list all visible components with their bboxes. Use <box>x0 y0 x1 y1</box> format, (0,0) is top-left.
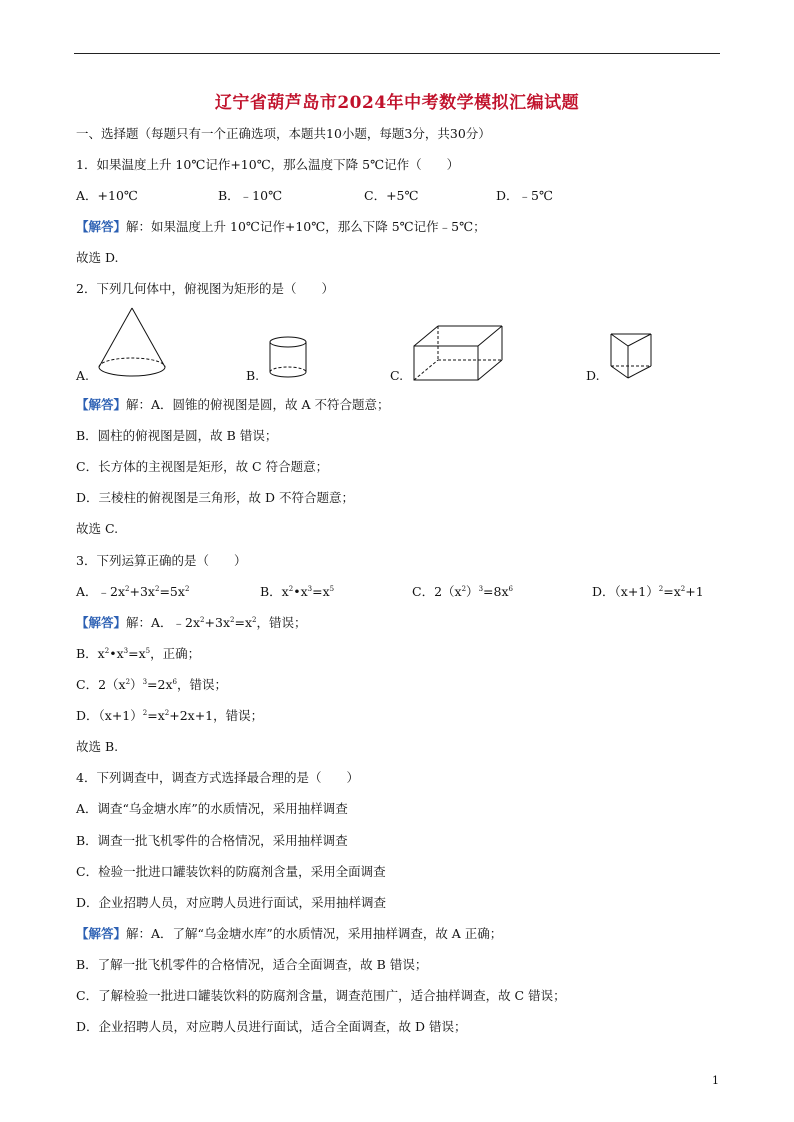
answer-tag: 【解答】 <box>76 219 127 234</box>
q4-option-c: C．检验一批进口罐装饮料的防腐剂含量，采用全面调查 <box>76 864 386 879</box>
q3-option-a: A．$﹣2x^2+3x^2=5x^2$ <box>76 584 190 599</box>
q3-answer: 【解答】解：A．$﹣2x^2+3x^2=x^2$，错误； <box>76 615 307 630</box>
section-heading: 一、选择题（每题只有一个正确选项，本题共10小题，每题3分，共30分） <box>76 126 491 141</box>
q3-answer-line-c: C．$2(x^2)^3=2x^6$，错误； <box>76 677 227 692</box>
page-number: 1 <box>712 1074 719 1087</box>
q4-option-b: B．调查一批飞机零件的合格情况，采用抽样调查 <box>76 833 348 848</box>
answer-tag: 【解答】 <box>76 926 127 941</box>
q4-answer-line-b: B．了解一批飞机零件的合格情况，适合全面调查，故 B 错误； <box>76 957 428 972</box>
header-rule <box>74 53 720 54</box>
q1-stem: 1．如果温度上升 10℃记作+10℃，那么温度下降 5℃记作（ ） <box>76 157 460 172</box>
q3-option-b: B．$x^2•x^3=x^5$ <box>260 584 335 599</box>
cuboid-figure <box>410 322 506 384</box>
page-title: 辽宁省葫芦岛市2024年中考数学模拟汇编试题 <box>214 93 580 113</box>
q2-option-c: C. <box>390 368 404 383</box>
q1-option-a: A．+10℃ <box>76 188 138 203</box>
cylinder-figure <box>266 334 310 382</box>
q3-answer-line-d: D．$(x+1)^2=x^2+2x+1$，错误； <box>76 708 264 723</box>
q1-answer <box>76 219 486 235</box>
q2-answer-line-d: D．三棱柱的俯视图是三角形，故 D 不符合题意； <box>76 490 354 505</box>
answer-tag: 【解答】 <box>76 397 127 412</box>
q1-option-b: B．﹣10℃ <box>218 188 283 203</box>
q2-answer-line-c: C．长方体的主视图是矩形，故 C 符合题意； <box>76 459 329 474</box>
q3-answer-line-b: B．$x^2•x^3=x^5$，正确； <box>76 646 201 661</box>
q3-option-d: D．$(x+1)^2=x^2+1$ <box>592 584 704 599</box>
q2-answer <box>76 397 390 413</box>
q2-option-a: A. <box>76 368 90 383</box>
q2-answer-line-b: B．圆柱的俯视图是圆，故 B 错误； <box>76 428 278 443</box>
q4-stem: 4．下列调查中，调查方式选择最合理的是（ ） <box>76 770 359 785</box>
q3-conclusion: 故选 B. <box>76 739 119 754</box>
q4-option-a: A．调查“乌金塘水库”的水质情况，采用抽样调查 <box>76 801 348 816</box>
q4-option-d: D．企业招聘人员，对应聘人员进行面试，采用抽样调查 <box>76 895 387 910</box>
q3-option-c: C．$2(x^2)^3=8x^6$ <box>412 584 513 599</box>
q4-answer-line-c: C．了解检验一批进口罐装饮料的防腐剂含量，调查范围广，适合抽样调查，故 C 错误； <box>76 988 566 1003</box>
q2-stem: 2．下列几何体中，俯视图为矩形的是（ ） <box>76 281 334 296</box>
triangular-prism-figure <box>606 330 656 382</box>
q1-option-c: C．+5℃ <box>364 188 419 203</box>
q2-answer-text: 解：A．圆锥的俯视图是圆，故 A 不符合题意； <box>126 397 390 412</box>
q4-answer <box>76 926 502 942</box>
q2-conclusion: 故选 C. <box>76 521 119 536</box>
q2-option-b: B. <box>246 368 260 383</box>
q4-answer-line-d: D．企业招聘人员，对应聘人员进行面试，适合全面调查，故 D 错误； <box>76 1019 467 1034</box>
q1-conclusion: 故选 D. <box>76 250 119 265</box>
cone-figure <box>96 305 168 383</box>
q1-answer-text: 解：如果温度上升 10℃记作+10℃，那么下降 5℃记作﹣5℃； <box>126 219 486 234</box>
answer-tag: 【解答】 <box>76 615 127 630</box>
q2-option-d: D. <box>586 368 600 383</box>
q1-option-d: D．﹣5℃ <box>496 188 553 203</box>
q4-answer-text: 解：A．了解“乌金塘水库”的水质情况，采用抽样调查，故 A 正确； <box>126 926 503 941</box>
q3-stem: 3．下列运算正确的是（ ） <box>76 553 247 568</box>
